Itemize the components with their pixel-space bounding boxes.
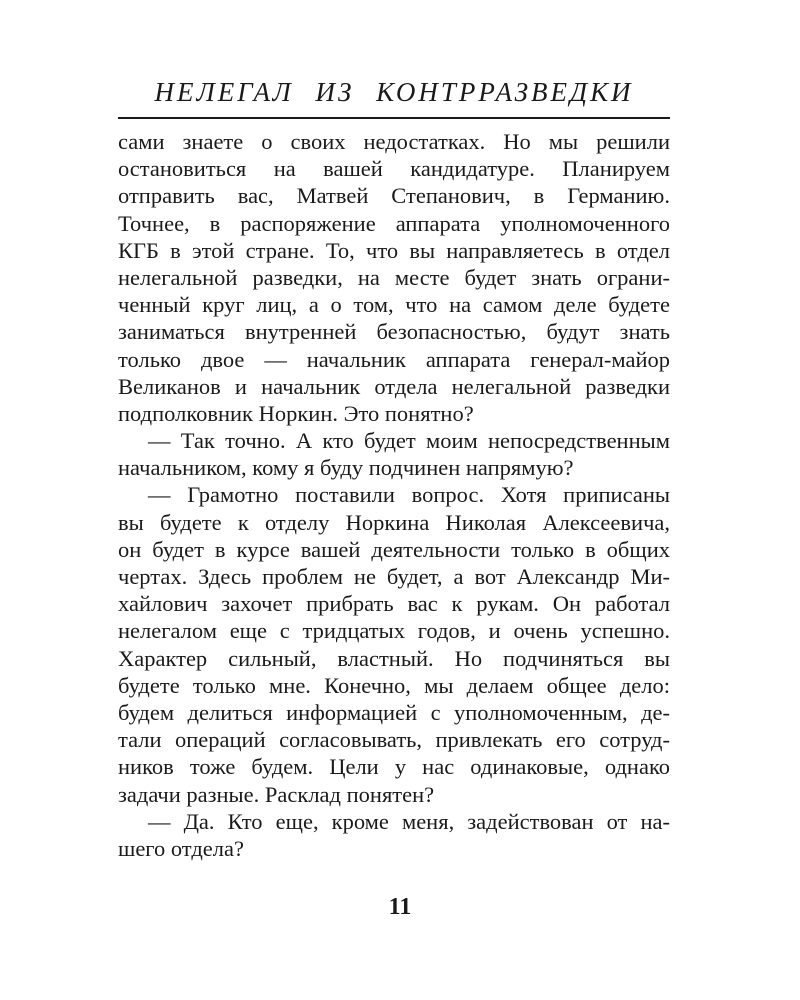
text-line: — Грамотно поставили вопрос. Хотя приписаны — [148, 482, 670, 508]
body-text — [118, 128, 670, 862]
text-line: Характер сильный, властный. Но подчиняться вы — [118, 645, 670, 671]
text-line: Великанов и начальник отдела нелегальной разведки — [118, 373, 670, 399]
text-line: — Так точно. А кто будет моим непосредственным — [148, 428, 670, 454]
text-line: вы будете к отделу Норкина Николая Алексеевича, — [118, 509, 670, 535]
text-line: отправить вас, Матвей Степанович, в Германию. — [118, 183, 670, 209]
text-line: заниматься внутренней безопасностью, будут знать — [118, 319, 670, 345]
text-line: только двое — начальник аппарата генерал-майор — [118, 346, 670, 372]
text-line: чертах. Здесь проблем не будет, а вот Александр Ми- — [118, 564, 670, 589]
text-line: сами знаете о своих недостатках. Но мы решили — [118, 129, 670, 154]
text-line: будем делиться информацией с уполномоченным, де- — [118, 699, 670, 725]
text-line: остановиться на вашей кандидатуре. Планируем — [118, 156, 670, 182]
text-line: начальником, кому я буду подчинен напрямую? — [118, 455, 574, 481]
text-line: ников тоже будем. Цели у нас одинаковые, однако — [118, 754, 670, 780]
text-line: нелегалом еще с тридцатых годов, и очень успешно. — [118, 618, 670, 644]
text-line: шего отдела? — [118, 835, 244, 861]
text-line: КГБ в этой стране. То, что вы направляетесь в отдел — [118, 237, 670, 263]
text-line: задачи разные. Расклад понятен? — [118, 781, 435, 807]
running-head: НЕЛЕГАЛ ИЗ КОНТРРАЗВЕДКИ — [154, 77, 634, 107]
text-line: подполковник Норкин. Это понятно? — [118, 400, 474, 426]
text-line: будете только мне. Конечно, мы делаем общее дело: — [118, 672, 670, 698]
text-line: тали операций согласовывать, привлекать его сотруд- — [118, 727, 670, 753]
page-number: 11 — [388, 894, 412, 920]
text-line: Точнее, в распоряжение аппарата уполномоченного — [118, 210, 670, 236]
text-line: — Да. Кто еще, кроме меня, задействован от на- — [148, 808, 670, 834]
header-rule — [118, 117, 670, 119]
text-line: он будет в курсе вашей деятельности только в общих — [118, 536, 670, 562]
text-line: нелегальной разведки, на месте будет знать ограни- — [118, 264, 670, 290]
text-line: хайлович захочет прибрать вас к рукам. Он работал — [118, 591, 670, 617]
text-line: ченный круг лиц, а о том, что на самом деле будете — [118, 292, 670, 318]
